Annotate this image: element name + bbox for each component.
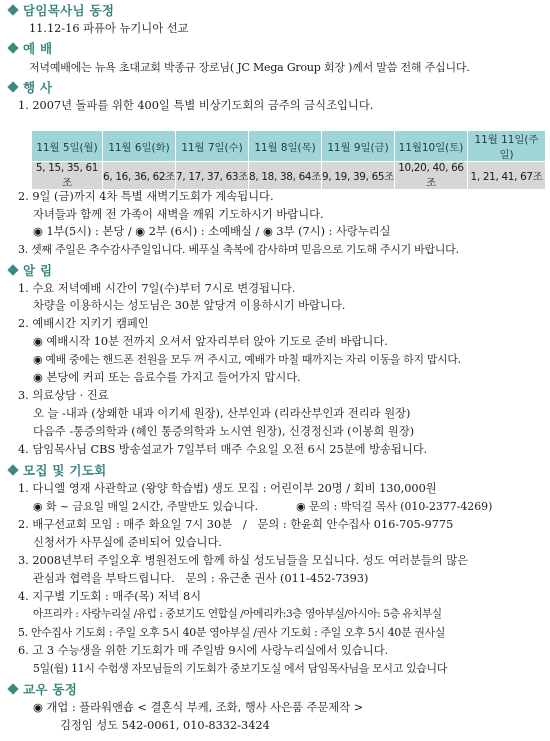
schedule-header-row	[32, 131, 546, 162]
schedule-header-cell: 11월 9일(금)	[322, 131, 395, 162]
section-title: 알 림	[23, 263, 53, 278]
events-intro: 1. 2007년 돌파를 위한 400일 특별 비상기도회의 금주의 금식조입니다.	[18, 99, 374, 112]
recruit-line: 2. 배구선교회 모임 : 매주 화요일 7시 30분 / 문의 : 한윤희 안수집사 016-705-9775	[18, 518, 454, 531]
recruit-line: 6. 고 3 수능생을 위한 기도회가 매 주일밤 9시에 사랑누리실에서 있습니다.	[18, 644, 389, 657]
schedule-header-cell: 11월 5일(월)	[32, 131, 103, 162]
schedule-header-cell: 11월 11일(주일)	[468, 131, 546, 162]
schedule-header-cell: 11월 8일(목)	[249, 131, 322, 162]
events-line: 3. 셋째 주일은 추수감사주일입니다. 베푸실 축복에 감사하며 믿음으로 기도해 주시기 바랍니다.	[18, 243, 459, 256]
section-title: 교우 동정	[23, 682, 78, 697]
section-title: 담임목사님 동정	[23, 3, 115, 18]
schedule-header-cell: 11월 6일(화)	[103, 131, 176, 162]
schedule-header-cell: 11월10일(토)	[395, 131, 468, 162]
recruit-line: 관심과 협력을 부탁드립니다. 문의 : 유근춘 권사 (011-452-7393)	[33, 572, 369, 585]
notices-line: ◉ 본당에 커피 또는 음료수를 가지고 들어가지 맙시다.	[33, 371, 301, 384]
events-line: 자녀들과 함께 전 가족이 새벽을 깨워 기도하시기 바랍니다.	[33, 208, 324, 221]
recruit-line: 1. 다니엘 영재 사관학교 (왕양 학습법) 생도 모집 : 어린이부 20명 / 회비 130,000원	[18, 482, 437, 495]
section-header-notices	[6, 262, 52, 278]
diamond-bullet-icon	[7, 464, 18, 475]
notices-line: 차량을 이용하시는 성도님은 30분 앞당겨 이용하시기 바랍니다.	[33, 299, 346, 312]
recruit-line: 3. 2008년부터 주일오후 병원전도에 함께 하실 성도님들을 모십니다. 성도 여러분들의 많은	[18, 554, 469, 567]
members-line: ◉ 개업 : 플라워앤숍 < 결혼식 부케, 조화, 행사 사은품 주문제작 >	[33, 701, 364, 714]
events-line: 2. 9일 (금)까지 4차 특별 새벽기도회가 계속됩니다.	[18, 190, 274, 203]
schedule-value-cell: 9, 19, 39, 65조	[322, 162, 395, 190]
recruit-line: 신청서가 사무실에 준비되어 있습니다.	[33, 536, 222, 549]
section-header-worship	[6, 40, 52, 56]
recruit-line: ◉ 화 ~ 금요일 매일 2시간, 주말반도 있습니다. ◉ 문의 : 박덕길 목사 (010-2377-4269)	[33, 500, 493, 513]
notices-line: ◉ 예배시작 10분 전까지 오셔서 앞자리부터 앉아 기도로 준비 바랍니다.	[33, 335, 388, 348]
notices-line: 오 늘 -내과 (상왜한 내과 이기세 원장), 산부인과 (리라산부인과 전리라 원장)	[33, 407, 411, 420]
section-header-events	[6, 79, 52, 95]
notices-line: ◉ 예배 중에는 핸드폰 전원을 모두 꺼 주시고, 예배가 마칠 때까지는 자리 이동을 하지 맙시다.	[33, 353, 461, 366]
section-header-recruit	[6, 462, 107, 478]
schedule-value-cell: 10,20, 40, 66조	[395, 162, 468, 190]
schedule-value-row	[32, 162, 546, 190]
worship-line: 저녁예배에는 뉴욕 초대교회 박종규 장로님( JC Mega Group 회장 )께서 말씀 전해 주십니다.	[29, 61, 470, 74]
notices-line: 다음주 -통증의학과 (혜인 통증의학과 노시연 원장), 신경정신과 (이봉희 원장)	[33, 425, 415, 438]
events-line: ◉ 1부(5시) : 본당 / ◉ 2부 (6시) : 소예배실 / ◉ 3부 (7시) : 사랑누리실	[33, 225, 391, 238]
diamond-bullet-icon	[7, 42, 18, 53]
schedule-value-cell: 6, 16, 36, 62조	[103, 162, 176, 190]
recruit-line: 아프리카 : 사랑누리실 /유럽 : 중보기도 연합실 /아메리카:3층 영아부실/아시아: 5층 유치부실	[33, 608, 442, 620]
recruit-line: 5. 안수집사 기도회 : 주일 오후 5시 40분 영아부실 /권사 기도회 : 주일 오후 5시 40분 권사실	[18, 626, 446, 639]
members-line: 김정임 성도 542-0061, 010-8332-3424	[60, 719, 270, 732]
notices-line: 3. 의료상담 · 진료	[18, 389, 109, 402]
schedule-header-cell: 11월 7일(수)	[176, 131, 249, 162]
diamond-bullet-icon	[7, 683, 18, 694]
notices-line: 2. 예배시간 지키기 캠페인	[18, 317, 149, 330]
recruit-line: 5일(월) 11시 수험생 자모님들의 기도회가 중보기도실 에서 담임목사님을 모시고 있습니다	[33, 662, 447, 675]
section-header-pastor	[6, 2, 114, 18]
diamond-bullet-icon	[7, 4, 18, 15]
section-header-members	[6, 681, 77, 697]
section-title: 행 사	[23, 80, 53, 95]
diamond-bullet-icon	[7, 264, 18, 275]
pastor-line: 11.12-16 파퓨아 뉴기니아 선교	[29, 22, 189, 35]
section-title: 예 배	[23, 41, 53, 56]
section-title: 모집 및 기도회	[23, 463, 107, 478]
fasting-schedule-table	[31, 130, 546, 190]
schedule-value-cell: 7, 17, 37, 63조	[176, 162, 249, 190]
recruit-line: 4. 지구별 기도회 : 매주(목) 저녁 8시	[18, 590, 202, 603]
schedule-value-cell: 1, 21, 41, 67조	[468, 162, 546, 190]
schedule-value-cell: 5, 15, 35, 61조	[32, 162, 103, 190]
schedule-value-cell: 8, 18, 38, 64조	[249, 162, 322, 190]
notices-line: 4. 담임목사님 CBS 방송설교가 7일부터 매주 수요일 오전 6시 25분에 방송됩니다.	[18, 443, 428, 456]
diamond-bullet-icon	[7, 81, 18, 92]
notices-line: 1. 수요 저녁예배 시간이 7일(수)부터 7시로 변경됩니다.	[18, 282, 296, 295]
